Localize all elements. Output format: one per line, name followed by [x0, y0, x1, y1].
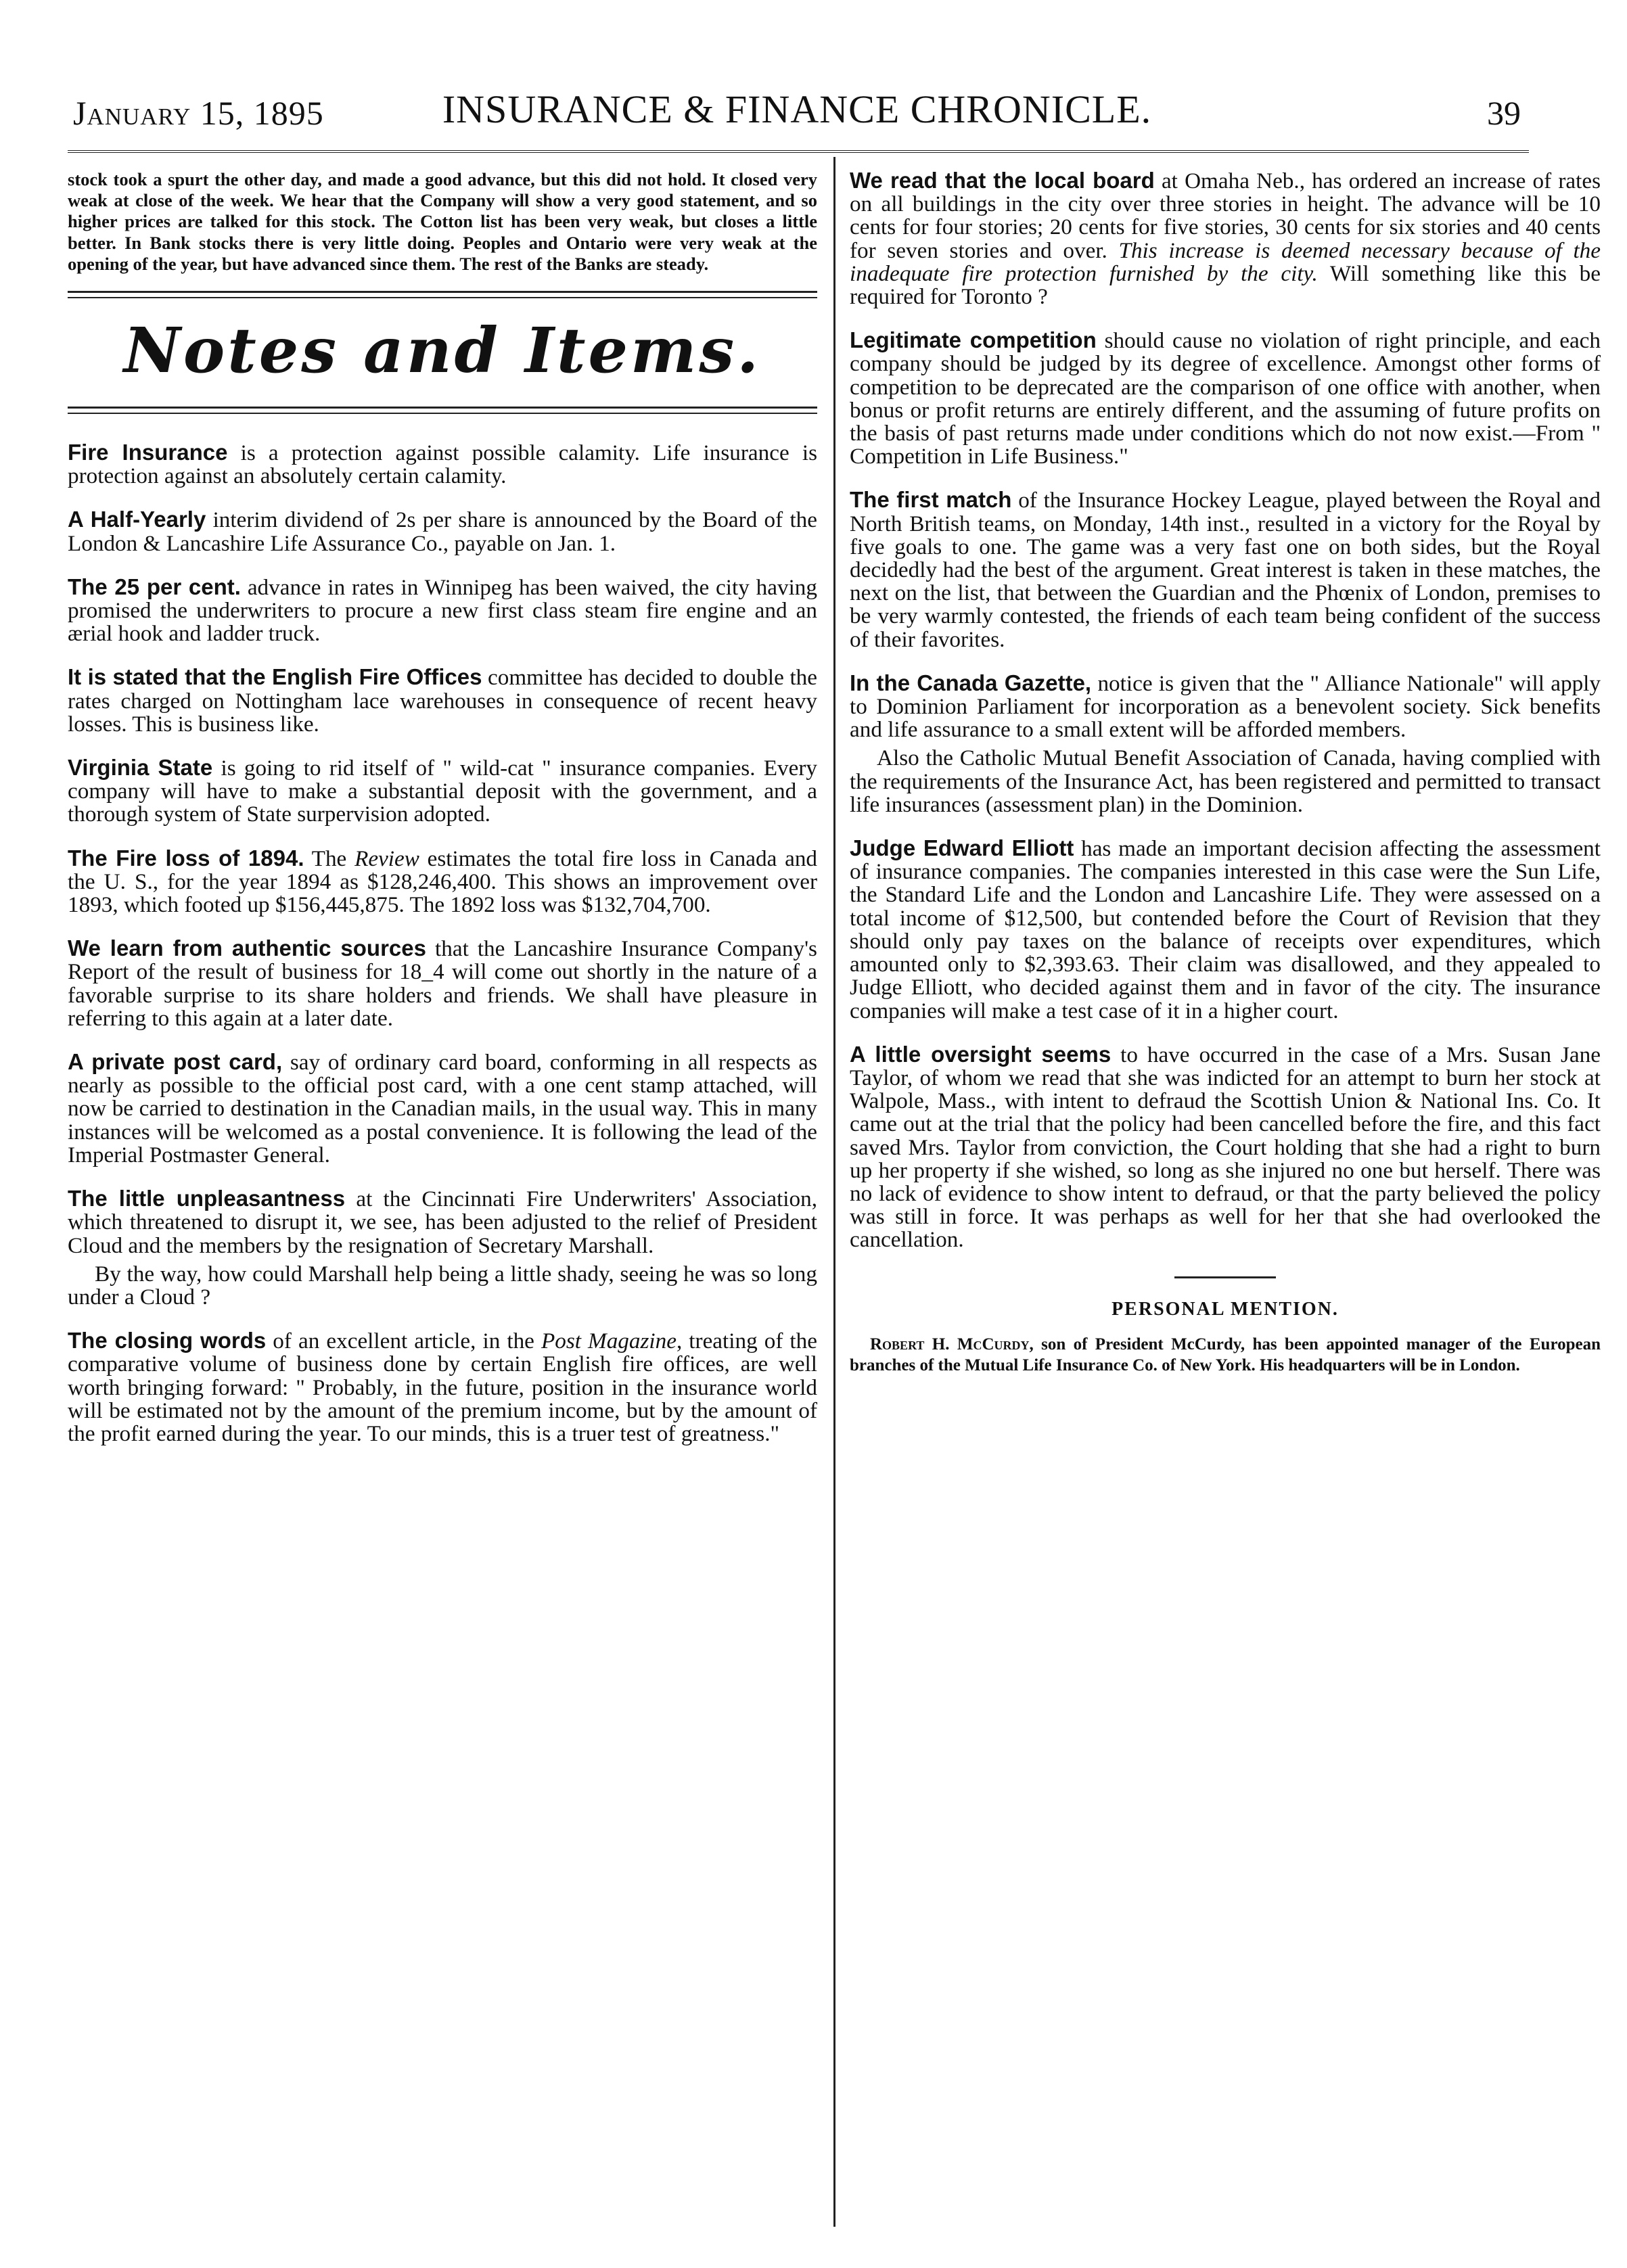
article-text: that the Lancashire Insurance Company's Report of the result of business for 18_4 will come out shortly in the nature of a favorable surprise to its share holders and friends. We shall have pleasure in referring to this again at a later date. [68, 936, 817, 1031]
section-rule-bottom [68, 407, 817, 414]
article-italic: Post Magazine [541, 1328, 677, 1354]
article-lead: It is stated that the English Fire Offices [68, 664, 482, 690]
market-report-continuation: stock took a spurt the other day, and made a good advance, but this did not hold. It closed very weak at close of the week. We hear that the Company will show a very good statement, and so higher prices are talked for this stock. The Cotton list has been very weak, but closes a little better. In Bank stocks there is very little doing. Peoples and Ontario were very weak at the opening of the year, but have advanced since them. The rest of the Banks are steady. [68, 169, 817, 274]
article-item [850, 837, 1601, 1023]
article-item [68, 666, 817, 736]
article-continuation: By the way, how could Marshall help being a little shady, seeing he was so long under a Cloud ? [68, 1261, 817, 1310]
article-item [850, 329, 1601, 468]
section-title: Notes and Items. [123, 314, 762, 388]
article-item [850, 488, 1601, 651]
article-text: at Omaha Neb., has ordered an increase of rates on all buildings in the city over three stories in height. The advance will be 10 cents for four stories; 20 cents for five stories, 30 cents for six stories and 40 cents for seven stories and over. [850, 168, 1601, 263]
article-text: , treating of the comparative volume of business done by certain English fire offices, are well worth bringing forward: " Probably, in the future, position in the insurance world will be estimated not by the amount of the premium income, but by the amount of the profit earned during the year. To our minds, this is a truer test of greatness." [68, 1328, 817, 1446]
article-item [850, 672, 1601, 742]
page-header [73, 87, 1521, 141]
mention-body: , son of President McCurdy, has been appointed manager of the European branches of the Mutual Life Insurance Co. of New York. His headquarters will be in London. [850, 1335, 1601, 1374]
article-lead: The little unpleasantness [68, 1186, 346, 1211]
article-text-before: of an excellent article, in the [266, 1328, 541, 1354]
article-text: at the Cincinnati Fire Underwriters' Association, which threatened to disrupt it, we see, has been adjusted to the relief of President Cloud and the members by the resignation of Secretary Marshall. [68, 1186, 817, 1258]
article-lead: The Fire loss of 1894. [68, 845, 304, 871]
article-text: interim dividend of 2s per share is announced by the Board of the London & Lancashire Life Assurance Co., payable on Jan. 1. [68, 507, 817, 556]
article-text-after: Will something like this be required for Toronto ? [850, 260, 1601, 310]
column-divider [833, 157, 835, 2227]
article-lead: The closing words [68, 1328, 267, 1353]
article-lead: We read that the local board [850, 168, 1155, 193]
page-number: 39 [1487, 94, 1521, 132]
personal-mention-text [850, 1334, 1601, 1376]
article-lead: A Half-Yearly [68, 507, 206, 532]
article-italic: This increase is deemed necessary because of the inadequate fire protection furnished by the city. [850, 237, 1601, 286]
article-italic: Review [354, 846, 419, 871]
article-lead: A little oversight seems [850, 1041, 1112, 1067]
article-continuation: Also the Catholic Mutual Benefit Association of Canada, having complied with the requirements of the Insurance Act, has been registered and permitted to transact life insurances (assessment plan) in the Dominion. [850, 745, 1601, 817]
article-lead: Virginia State [68, 755, 213, 781]
article-lead: The first match [850, 487, 1012, 513]
mention-name: Robert H. McCurdy [870, 1335, 1030, 1353]
section-header [68, 291, 817, 414]
article-text: is going to rid itself of " wild-cat " insurance companies. Every company will have to make a substantial deposit with the government, and a thorough system of State surpervision adopted. [68, 756, 817, 827]
article-item [68, 756, 817, 827]
article-text: advance in rates in Winnipeg has been waived, the city having promised the underwriters to procure a new first class steam fire engine and an ærial hook and ladder truck. [68, 574, 817, 647]
article-lead: Legitimate competition [850, 327, 1097, 353]
article-item [850, 1043, 1601, 1252]
article-text-before: The [304, 846, 355, 871]
right-column [850, 169, 1601, 1396]
article-text: say of ordinary card board, conforming in all respects as nearly as possible to the official post card, with a one cent stamp attached, will now be carried to destination in the Canadian mails, in the usual way. This in many instances will be welcomed as a postal convenience. It is following the lead of the Imperial Postmaster General. [68, 1050, 817, 1167]
article-text: estimates the total fire loss in Canada and the U. S., for the year 1894 as $128,246,400. This shows an improvement over 1893, which footed up $156,445,875. The 1892 loss was $132,704,700. [68, 846, 818, 918]
article-item [68, 847, 817, 917]
article-lead: Fire Insurance [68, 440, 228, 465]
article-lead: The 25 per cent. [68, 574, 241, 599]
header-rule [68, 150, 1529, 153]
personal-mention-heading: PERSONAL MENTION. [1112, 1298, 1339, 1320]
article-text: is a protection against possible calamity. Life insurance is protection against an absolutely certain calamity. [68, 440, 817, 489]
article-item [68, 576, 817, 646]
article-item [68, 1050, 817, 1167]
article-text: should cause no violation of right principle, and each company should be judged by its degree of excellence. Amongst other forms of competition to be deprecated are the comparison of one office with another, when bonus or profit returns are entirely different, and the assuming of future profits on the basis of past returns made under conditions which do not now exist.—From " Competition in Life Business." [850, 328, 1601, 469]
article-item [850, 169, 1601, 308]
article-text: notice is given that the " Alliance Nationale" will apply to Dominion Parliament for incorporation as a benevolent society. Sick benefits and life assurance to a small extent will be afforded members. [850, 670, 1601, 743]
section-rule-top [68, 291, 817, 298]
article-text: of the Insurance Hockey League, played between the Royal and North British teams, on Monday, 14th inst., resulted in a victory for the Royal by five goals to one. The game was a very fast one on both sides, but the Royal decidedly had the best of the argument. Great interest is taken in these matches, the next on the list, that between the Guardian and the Phœnix of London, premises to be very warmly contested, the friends of each team being confident of the success of their favorites. [850, 488, 1601, 652]
article-text: has made an important decision affecting the assessment of insurance companies. The companies interested in this case were the Sun Life, the Standard Life and the London and Lancashire Life. They were assessed on a total income of $12,500, but contended before the Court of Revision that they should only pay taxes on the balance of receipts over expenditures, which amounted only to $2,393.63. Their claim was disallowed, and they appealed to Judge Elliott, who decided against them and in favor of the city. The insurance companies will make a test case of it in a higher court. [850, 836, 1601, 1023]
article-text: to have occurred in the case of a Mrs. Susan Jane Taylor, of whom we read that she was indicted for an attempt to burn her stock at Walpole, Mass., with intent to defraud the Scottish Union & National Ins. Co. It came out at the trial that the policy had been cancelled before the fire, and this fact saved Mrs. Taylor from conviction, the Court holding that she had a right to burn up her property if she wished, so long as she injured no one but herself. There was no lack of evidence to show intent to defraud, or that the party believed the policy was still in force. It was perhaps as well for her that she had overlooked the cancellation. [850, 1042, 1601, 1253]
article-item [68, 441, 817, 488]
article-lead: Judge Edward Elliott [850, 835, 1074, 861]
article-item [68, 937, 817, 1030]
section-divider [1174, 1276, 1276, 1278]
article-text: committee has decided to double the rates charged on Nottingham lace warehouses in consequence of recent heavy losses. This is business like. [68, 665, 817, 737]
article-item [68, 508, 817, 555]
article-item [68, 1187, 817, 1257]
article-item [68, 1329, 817, 1445]
issue-date: January 15, 1895 [73, 94, 324, 132]
left-column [68, 169, 817, 1466]
publication-title: INSURANCE & FINANCE CHRONICLE. [442, 87, 1152, 131]
article-lead: A private post card, [68, 1049, 283, 1075]
article-lead: We learn from authentic sources [68, 935, 426, 961]
article-lead: In the Canada Gazette, [850, 670, 1092, 695]
